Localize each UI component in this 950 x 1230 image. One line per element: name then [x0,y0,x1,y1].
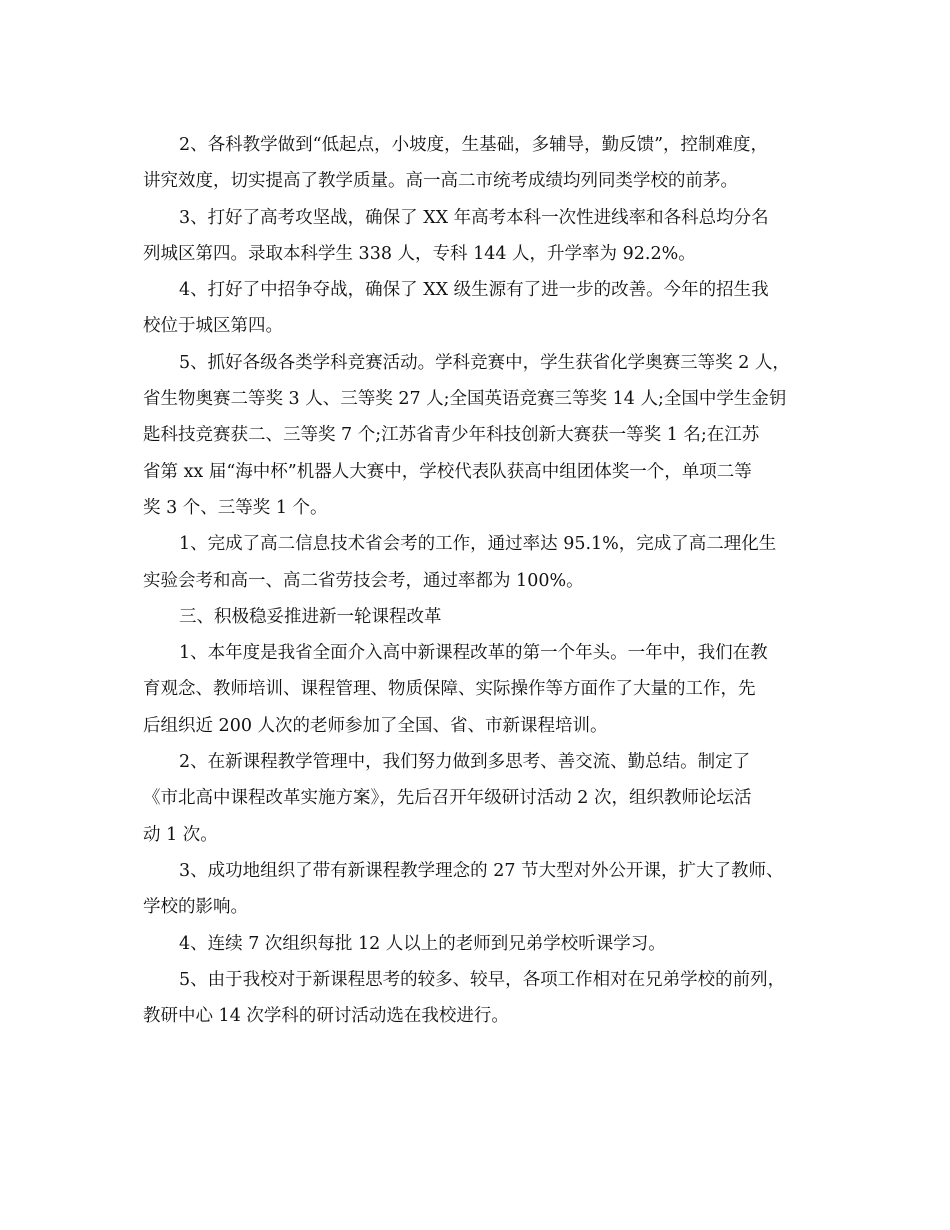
text-line: 实验会考和高一、高二省劳技会考，通过率都为 100%。 [143,570,584,591]
paragraph-open-classes [143,853,813,926]
text-line: 动 1 次。 [143,824,218,845]
text-line: 匙科技竞赛获二、三等奖 7 个;江苏省青少年科技创新大赛获一等奖 1 名;在江苏 [143,425,760,446]
text-line: 1、本年度是我省全面介入高中新课程改革的第一个年头。一年中，我们在教 [179,643,768,664]
section-heading-text: 三、积极稳妥推进新一轮课程改革 [179,606,442,627]
text-line: 后组织近 200 人次的老师参加了全国、省、市新课程培训。 [143,715,608,736]
text-line: 1、完成了高二信息技术省会考的工作，通过率达 95.1%，完成了高二理化生 [179,534,777,555]
text-line: 3、打好了高考攻坚战，确保了 XX 年高考本科一次性进线率和各科总均分名 [179,207,769,228]
text-line: 列城区第四。录取本科学生 338 人，专科 144 人，升学率为 92.2%。 [143,243,696,264]
paragraph-competitions [143,345,813,526]
document-body [143,127,813,1034]
text-line: 省第 xx 届“海中杯”机器人大赛中，学校代表队获高中组团体奖一个，单项二等 [143,461,752,482]
paragraph-enrollment [143,272,813,345]
text-line: 校位于城区第四。 [143,316,283,337]
text-line: 3、成功地组织了带有新课程教学理念的 27 节大型对外公开课，扩大了教师、 [179,860,784,881]
paragraph-teaching-management [143,744,813,853]
paragraph-research-activities [143,962,813,1035]
text-line: 《市北高中课程改革实施方案》，先后召开年级研讨活动 2 次，组织教师论坛活 [143,788,752,809]
paragraph-college-exam [143,200,813,273]
text-line: 2、各科教学做到“低起点，小坡度，生基础，多辅导，勤反馈”，控制难度， [179,135,769,155]
paragraph-school-visits [143,926,813,962]
section-heading [143,599,813,635]
text-line: 育观念、教师培训、课程管理、物质保障、实际操作等方面作了大量的工作，先 [143,679,756,700]
text-line: 讲究效度，切实提高了教学质量。高一高二市统考成绩均列同类学校的前茅。 [143,171,738,192]
text-line: 4、连续 7 次组织每批 12 人以上的老师到兄弟学校听课学习。 [179,933,666,954]
text-line: 4、打好了中招争夺战，确保了 XX 级生源有了进一步的改善。今年的招生我 [179,280,769,301]
text-line: 省生物奥赛二等奖 3 人、三等奖 27 人;全国英语竞赛三等奖 14 人;全国中学生金钥 [143,389,787,410]
text-line: 奖 3 个、三等奖 1 个。 [143,497,328,518]
text-line: 5、抓好各级各类学科竞赛活动。学科竞赛中，学生获省化学奥赛三等奖 2 人， [179,352,790,373]
paragraph-teaching-quality [143,127,813,200]
text-line: 学校的影响。 [143,897,248,918]
text-line: 2、在新课程教学管理中，我们努力做到多思考、善交流、勤总结。制定了 [179,752,751,773]
paragraph-provincial-exams [143,526,813,599]
text-line: 5、由于我校对于新课程思考的较多、较早，各项工作相对在兄弟学校的前列， [179,969,786,990]
text-line: 教研中心 14 次学科的研讨活动选在我校进行。 [143,1006,509,1027]
paragraph-curriculum-reform [143,635,813,744]
